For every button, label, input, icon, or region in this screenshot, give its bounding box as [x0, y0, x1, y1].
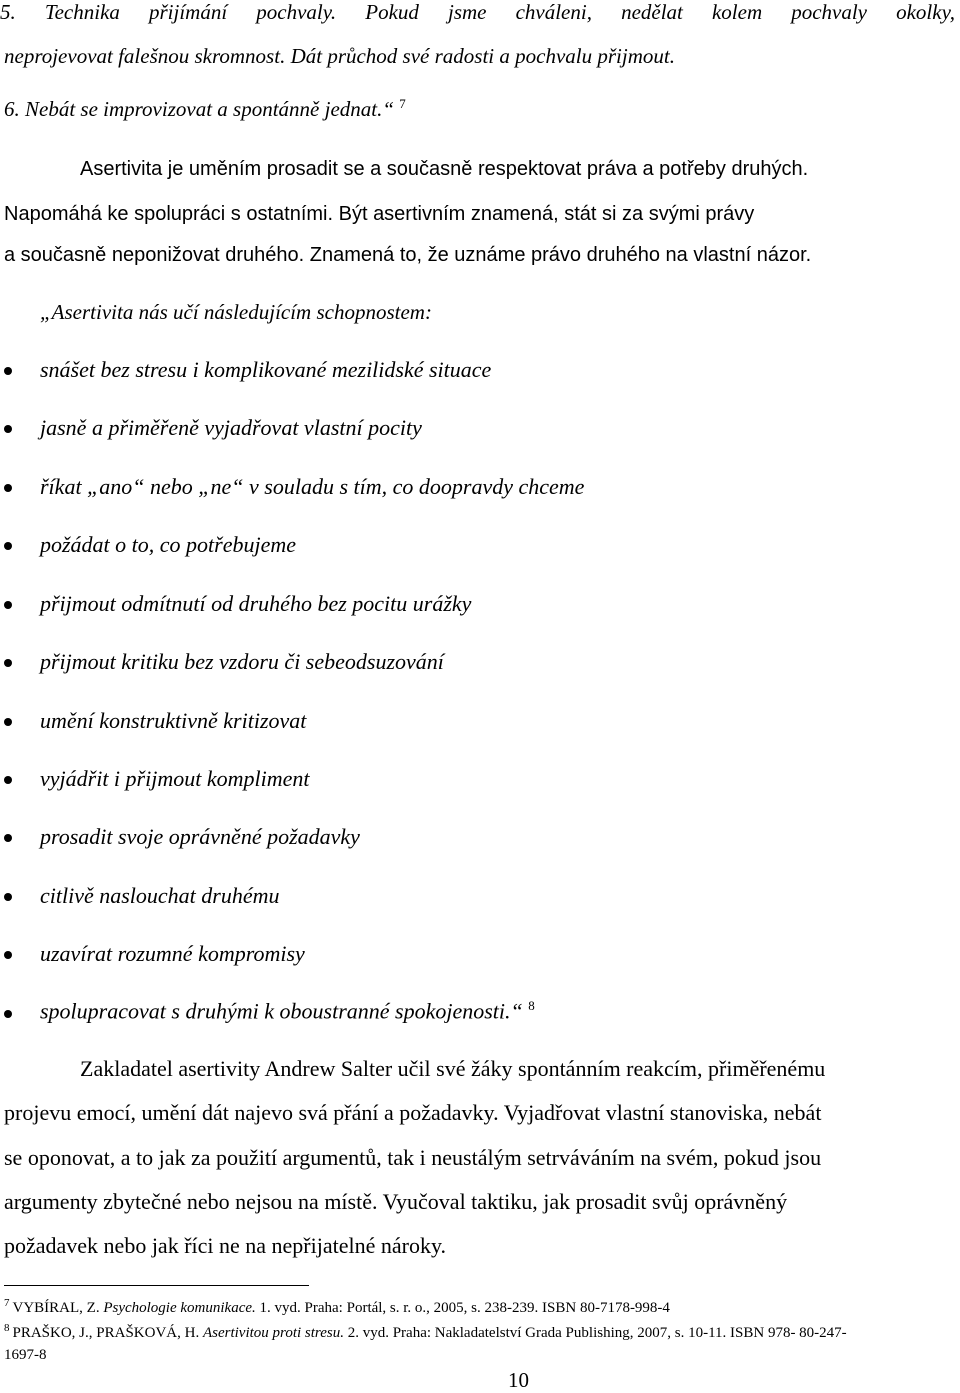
list-item: citlivě naslouchat druhému	[40, 883, 280, 908]
footnote-8-continuation: 1697-8	[4, 1347, 47, 1363]
list-item-last-text: spolupracovat s druhými k oboustranné spokojenosti.“	[40, 998, 523, 1024]
footnote-title: Asertivitou proti stresu.	[202, 1325, 344, 1341]
bullet-dot-icon	[4, 951, 12, 959]
list-item: umění konstruktivně kritizovat	[40, 708, 307, 733]
footnote-number: 7	[4, 1297, 10, 1309]
footnote-authors: VYBÍRAL, Z.	[12, 1300, 104, 1316]
bullet-dot-icon	[4, 718, 12, 726]
list-item-6-text: 6. Nebát se improvizovat a spontánně jednat.“	[4, 97, 395, 121]
footnote-ref-8: 8	[528, 998, 535, 1013]
list-item: snášet bez stresu i komplikované mezilidské situace	[40, 357, 492, 382]
bullet-dot-icon	[4, 776, 12, 784]
list-item: jasně a přiměřeně vyjadřovat vlastní pocity	[40, 415, 422, 440]
bullet-dot-icon	[4, 542, 12, 550]
footnote-number: 8	[4, 1322, 10, 1334]
paragraph1-line1: Asertivita je uměním prosadit se a současně respektovat práva a potřeby druhých.	[80, 158, 809, 180]
paragraph2-line1: Zakladatel asertivity Andrew Salter učil své žáky spontánním reakcím, přiměřenému	[80, 1056, 826, 1081]
bullet-dot-icon	[4, 659, 12, 667]
paragraph1-line2: Napomáhá ke spolupráci s ostatními. Být asertivním znamená, stát si za svými právy	[4, 203, 755, 225]
list-item: přijmout kritiku bez vzdoru či sebeodsuzování	[40, 649, 444, 674]
page-number: 10	[508, 1368, 529, 1392]
quote-intro: „Asertivita nás učí následujícím schopnostem:	[40, 300, 432, 324]
list-item: přijmout odmítnutí od druhého bez pocitu urážky	[40, 591, 472, 616]
list-item-5-line1: 5. Technika přijímání pochvaly. Pokud jsme chváleni, nedělat kolem pochvaly okolky,	[0, 0, 955, 24]
paragraph2-line5: požadavek nebo jak říci ne na nepřijatelné nároky.	[4, 1233, 447, 1258]
paragraph1-line3: a současně neponižovat druhého. Znamená to, že uznáme právo druhého na vlastní názor.	[4, 244, 812, 266]
bullet-dot-icon	[4, 484, 12, 492]
footnote-7	[4, 1297, 670, 1317]
list-item: říkat „ano“ nebo „ne“ v souladu s tím, co doopravdy chceme	[40, 474, 585, 499]
footnote-ref-7: 7	[399, 96, 406, 111]
list-item-5-line2: neprojevovat falešnou skromnost. Dát průchod své radosti a pochvalu přijmout.	[4, 44, 675, 68]
footnote-8	[4, 1322, 847, 1342]
list-item-6	[4, 96, 406, 122]
list-item: uzavírat rozumné kompromisy	[40, 941, 305, 966]
footnote-details: 1. vyd. Praha: Portál, s. r. o., 2005, s. 238-239. ISBN 80-7178-998-4	[255, 1300, 670, 1316]
list-item: požádat o to, co potřebujeme	[40, 532, 297, 557]
footnote-divider	[4, 1285, 309, 1286]
bullet-dot-icon	[4, 601, 12, 609]
bullet-dot-icon	[4, 367, 12, 375]
bullet-dot-icon	[4, 1010, 12, 1018]
footnote-details: 2. vyd. Praha: Nakladatelství Grada Publishing, 2007, s. 10-11. ISBN 978- 80-247-	[343, 1325, 847, 1341]
paragraph2-line2: projevu emocí, umění dát najevo svá přání a požadavky. Vyjadřovat vlastní stanoviska, nebát	[4, 1100, 822, 1125]
list-item: vyjádřit i přijmout kompliment	[40, 766, 310, 791]
paragraph2-line4: argumenty zbytečné nebo nejsou na místě. Vyučoval taktiku, jak prosadit svůj oprávněný	[4, 1189, 788, 1214]
paragraph2-line3: se oponovat, a to jak za použití argumentů, tak i neustálým setrváváním na svém, pokud jsou	[4, 1145, 822, 1170]
list-item: prosadit svoje oprávněné požadavky	[40, 824, 360, 849]
bullet-dot-icon	[4, 425, 12, 433]
list-item-last	[40, 998, 535, 1024]
bullet-dot-icon	[4, 834, 12, 842]
bullet-dot-icon	[4, 893, 12, 901]
footnote-title: Psychologie komunikace.	[103, 1300, 256, 1316]
footnote-authors: PRAŠKO, J., PRAŠKOVÁ, H.	[12, 1325, 203, 1341]
